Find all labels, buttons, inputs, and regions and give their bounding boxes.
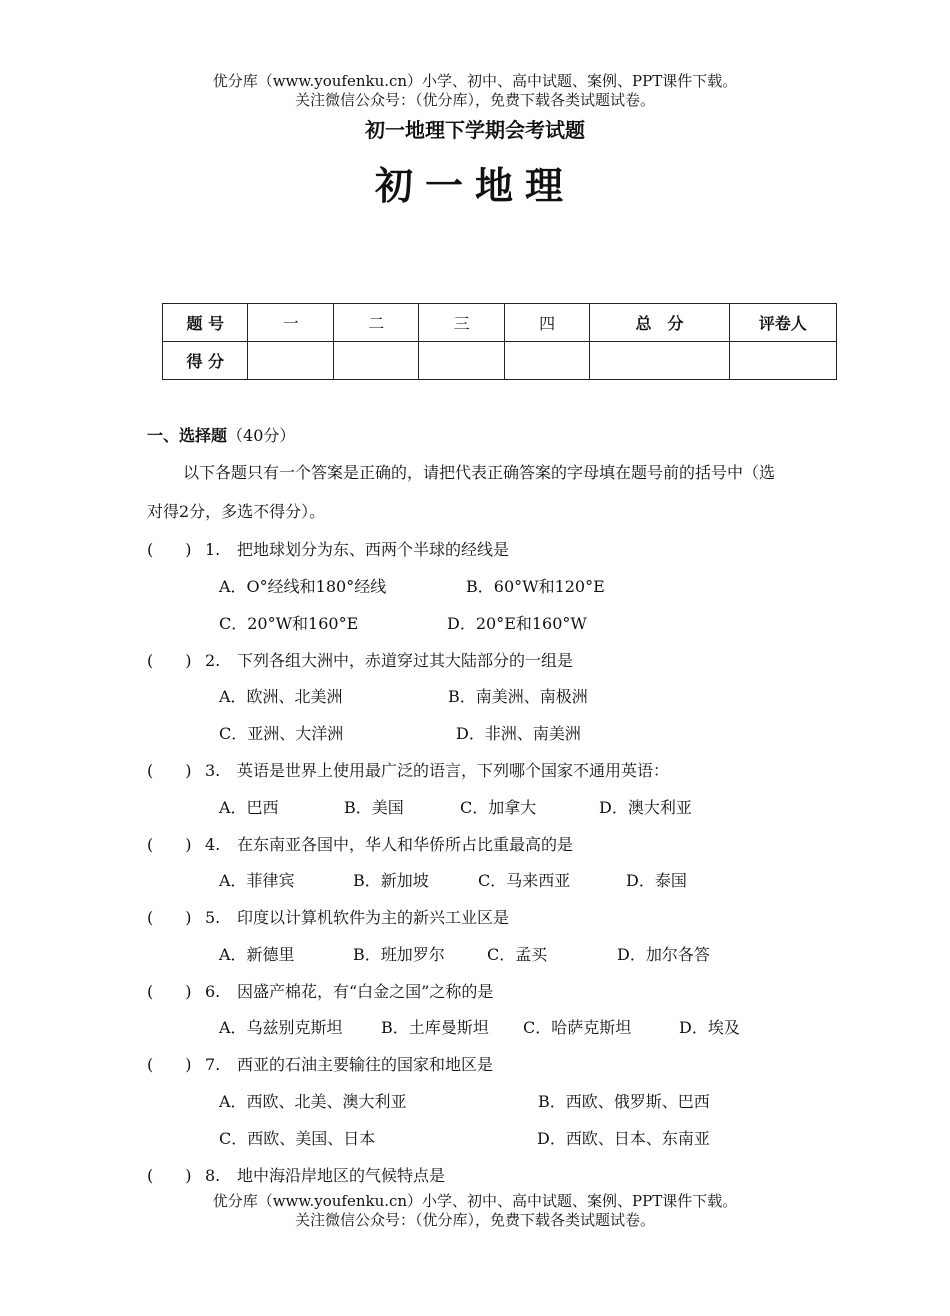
option-c: C．亚洲、大洋洲 — [219, 724, 344, 743]
question-7 — [147, 1052, 493, 1075]
instruction-line-1: 以下各题只有一个答案是正确的，请把代表正确答案的字母填在题号前的括号中（选 — [183, 463, 776, 482]
section-heading — [147, 423, 295, 446]
option-d: D．西欧、日本、东南亚 — [537, 1129, 710, 1148]
question-text: 英语是世界上使用最广泛的语言，下列哪个国家不通用英语： — [237, 761, 670, 780]
question-text: 在东南亚各国中，华人和华侨所占比重最高的是 — [237, 835, 574, 854]
question-text: 印度以计算机软件为主的新兴工业区是 — [237, 908, 510, 927]
exam-title: 初一地理下学期会考试题 — [365, 118, 585, 142]
score-input-cell-grader[interactable] — [729, 342, 836, 380]
question-text: 因盛产棉花，有“白金之国”之称的是 — [237, 982, 494, 1001]
question-6 — [147, 979, 493, 1002]
question-3 — [147, 758, 669, 781]
option-b: B．西欧、俄罗斯、巴西 — [538, 1092, 710, 1111]
score-table-header-row — [163, 304, 837, 342]
question-8 — [147, 1163, 445, 1186]
section-title: 一、选择题 — [147, 426, 228, 445]
option-b: B．南美洲、南极洲 — [448, 687, 588, 706]
question-2 — [147, 648, 573, 671]
option-a: A．乌兹别克斯坦 — [219, 1018, 343, 1037]
question-text: 把地球划分为东、西两个半球的经线是 — [237, 540, 510, 559]
page-header — [0, 72, 950, 110]
subject-title: 初一地理 — [374, 163, 575, 208]
option-b: B．新加坡 — [353, 871, 429, 890]
answer-bracket[interactable]: ( ) — [147, 835, 192, 854]
answer-bracket[interactable]: ( ) — [147, 651, 192, 670]
score-input-cell-2[interactable] — [333, 342, 418, 380]
option-b: B．60°W和120°E — [466, 577, 605, 596]
header-line-2: 关注微信公众号：（优分库），免费下载各类试题试卷。 — [294, 91, 655, 109]
option-a: A．西欧、北美、澳大利亚 — [219, 1092, 407, 1111]
score-table — [162, 303, 837, 380]
instruction-line-2: 对得2分，多选不得分）。 — [147, 502, 326, 521]
option-c: C．加拿大 — [460, 798, 537, 817]
question-number: 7. — [205, 1055, 221, 1074]
score-input-cell-total[interactable] — [590, 342, 729, 380]
answer-bracket[interactable]: ( ) — [147, 908, 192, 927]
question-text: 下列各组大洲中，赤道穿过其大陆部分的一组是 — [237, 651, 574, 670]
answer-bracket[interactable]: ( ) — [147, 982, 192, 1001]
header-line-1: 优分库（www.youfenku.cn）小学、初中、高中试题、案例、PPT课件下载。 — [212, 72, 738, 90]
option-c: C．西欧、美国、日本 — [219, 1129, 376, 1148]
footer-line-2: 关注微信公众号：（优分库），免费下载各类试题试卷。 — [294, 1211, 655, 1229]
question-text: 地中海沿岸地区的气候特点是 — [237, 1166, 446, 1185]
option-d: D．加尔各答 — [617, 945, 710, 964]
score-cell-col1: 一 — [248, 304, 333, 342]
section-points: （40分） — [227, 426, 296, 445]
option-a: A．菲律宾 — [219, 871, 295, 890]
option-d: D．20°E和160°W — [447, 614, 587, 633]
score-cell-col3: 三 — [419, 304, 504, 342]
question-number: 6. — [205, 982, 221, 1001]
option-a: A．欧洲、北美洲 — [219, 687, 343, 706]
score-cell-grader: 评卷人 — [729, 304, 836, 342]
score-cell-label: 题 号 — [163, 304, 248, 342]
option-a: A．巴西 — [219, 798, 279, 817]
question-text: 西亚的石油主要输往的国家和地区是 — [237, 1055, 494, 1074]
option-c: C．20°W和160°E — [219, 614, 359, 633]
question-5 — [147, 905, 509, 928]
option-d: D．泰国 — [626, 871, 687, 890]
option-d: D．澳大利亚 — [599, 798, 692, 817]
score-cell-total: 总 分 — [590, 304, 729, 342]
question-number: 4. — [205, 835, 221, 854]
option-d: D．埃及 — [679, 1018, 740, 1037]
score-input-cell-4[interactable] — [504, 342, 589, 380]
page-footer — [0, 1192, 950, 1230]
score-table-score-row — [163, 342, 837, 380]
option-c: C．孟买 — [487, 945, 548, 964]
option-b: B．美国 — [344, 798, 404, 817]
question-1 — [147, 537, 509, 560]
score-row-label: 得 分 — [163, 342, 248, 380]
score-cell-col4: 四 — [504, 304, 589, 342]
footer-line-1: 优分库（www.youfenku.cn）小学、初中、高中试题、案例、PPT课件下载。 — [212, 1192, 738, 1210]
question-number: 8. — [205, 1166, 221, 1185]
question-number: 3. — [205, 761, 221, 780]
option-a: A．O°经线和180°经线 — [219, 577, 387, 596]
score-input-cell-3[interactable] — [419, 342, 504, 380]
option-c: C．马来西亚 — [478, 871, 571, 890]
question-4 — [147, 832, 573, 855]
answer-bracket[interactable]: ( ) — [147, 540, 192, 559]
option-d: D．非洲、南美洲 — [456, 724, 581, 743]
question-number: 5. — [205, 908, 221, 927]
answer-bracket[interactable]: ( ) — [147, 1055, 192, 1074]
question-number: 2. — [205, 651, 221, 670]
option-c: C．哈萨克斯坦 — [523, 1018, 632, 1037]
question-number: 1. — [205, 540, 221, 559]
option-a: A．新德里 — [219, 945, 295, 964]
score-cell-col2: 二 — [333, 304, 418, 342]
answer-bracket[interactable]: ( ) — [147, 1166, 192, 1185]
option-b: B．土库曼斯坦 — [381, 1018, 489, 1037]
option-b: B．班加罗尔 — [353, 945, 445, 964]
answer-bracket[interactable]: ( ) — [147, 761, 192, 780]
score-input-cell-1[interactable] — [248, 342, 333, 380]
